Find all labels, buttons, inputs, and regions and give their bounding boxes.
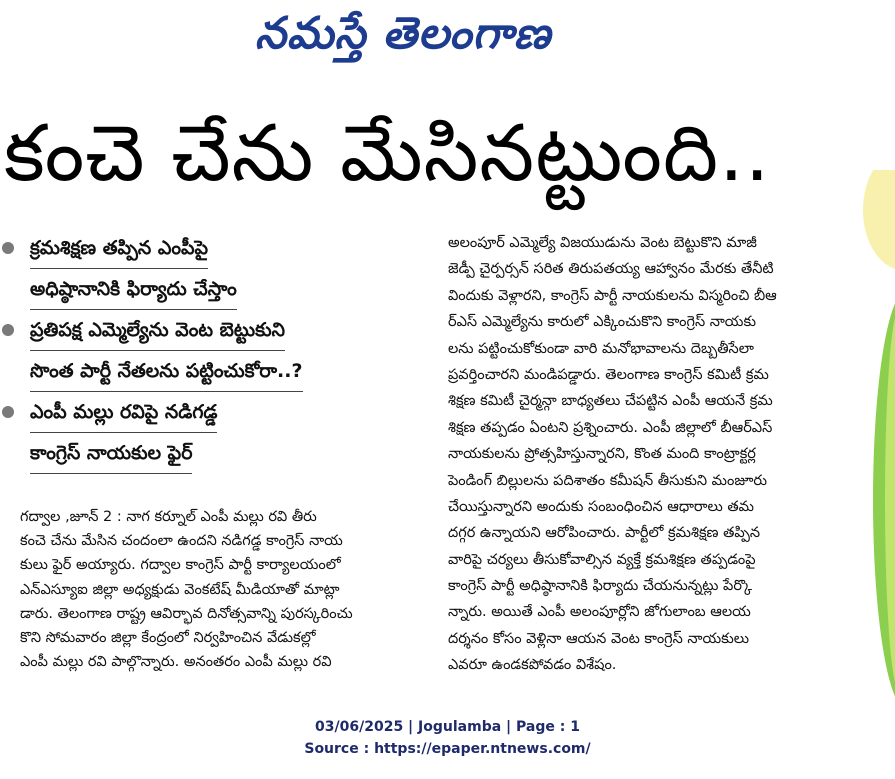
article-text-line: వారిపై చర్యలు తీసుకోవాల్సిన వ్యక్తే క్రమశిక్షణ తప్పడంపై [448,551,756,568]
article-column-left [20,505,415,674]
bullet-dot-icon [2,242,14,254]
highlight-item [0,228,390,310]
highlight-line: ప్రతిపక్ష ఎమ్మెల్యేను వెంట బెట్టుకుని [30,310,285,351]
highlight-line: ఎంపీ మల్లు రవిపై నడిగడ్డ [30,392,217,433]
article-text-line: ర్ఎస్ ఎమ్మెల్యేను కారులో ఎక్కించుకొని కాంగ్రెస్ నాయకు [448,314,757,331]
article-text-line: ఎంపీ మల్లు రవి పాల్గొన్నారు. అనంతరం ఎంపీ మల్లు రవి [20,654,332,671]
masthead [0,0,895,78]
article-text-line: గద్వాల ,జూన్ 2 : నాగ కర్నూల్ ఎంపీ మల్లు రవి తీరు [20,509,317,525]
bullet-dot-icon [2,324,14,336]
article-text-line: డారు. తెలంగాణ రాష్ట్ర ఆవిర్భావ దినోత్సవాన్ని పురస్కరించు [20,605,353,622]
article-text-line: ఎవరూ ఉండకపోవడం విశేషం. [448,657,617,674]
article-text-line: శిక్షణ తప్పడం ఏంటని ప్రశ్నించారు. ఎంపీ జిల్లాలో బీఆర్ఎస్ [448,419,773,436]
headline: కంచె చేను మేసినట్టుంది.. [4,109,771,199]
article-column-right [448,230,888,679]
highlights-list [0,228,390,474]
article-text-line: కంచె చేను మేసిన చందంలా ఉందని నడిగడ్డ కాంగ్రెస్ నాయ [20,533,343,550]
article-text-line: పెండింగ్ బిల్లులను పదిశాతం కమీషన్ తీసుకుని మంజూరు [448,472,768,489]
highlight-item [0,392,390,474]
highlight-line: అధిష్ఠానానికి ఫిర్యాదు చేస్తాం [30,269,237,310]
article-text-line: విందుకు వెళ్లారని, కాంగ్రెస్ పార్టీ నాయకులను విస్మరించి బీఆ [448,287,777,304]
decorative-side-art [825,170,895,720]
bullet-dot-icon [2,406,14,418]
article-text-line: నాయకులను ప్రోత్సహిస్తున్నారని, కొంత మంది కాంట్రాక్టర్ల [448,446,756,463]
article-text-line: శిక్షణ కమిటీ చైర్మన్గా బాధ్యతలు చేపట్టిన ఎంపీ ఆయనే క్రమ [448,393,773,410]
article-text-line: కులు ఫైర్ అయ్యారు. గద్వాల కాంగ్రెస్ పార్టీ కార్యాలయంలో [20,557,341,574]
article-text-line: దగ్గర ఉన్నాయని ఆరోపించారు. పార్టీలో క్రమశిక్షణ తప్పిన [448,525,761,542]
article-text-line: ప్రవర్తించారని మండిపడ్డారు. తెలంగాణ కాంగ్రెస్ కమిటీ క్రమ [448,366,769,383]
highlight-line: సొంత పార్టీ నేతలను పట్టించుకోరా..? [30,351,303,392]
article-text-line: అలంపూర్ ఎమ్మెల్యే విజయుడును వెంట బెట్టుకొని మాజీ [448,235,757,251]
page-footer [0,716,895,760]
footer-edition-info: 03/06/2025 | Jogulamba | Page : 1 [315,719,580,735]
article-text-line: కొని సోమవారం జిల్లా కేంద్రంలో నిర్వహించిన వేడుకల్లో [20,629,316,646]
article-text-line: లను పట్టించుకోకుండా వారి మనోభావాలను దెబ్బతీసేలా [448,340,754,357]
article-text-line: దర్శనం కోసం వెళ్లినా ఆయన వెంట కాంగ్రెస్ నాయకులు [448,630,750,647]
article-text-line: న్నారు. అయితే ఎంపీ అలంపూర్లోని జోగులాంబ ఆలయ [448,604,751,621]
article-text-line: కాంగ్రెస్ పార్టీ అధిష్ఠానానికి ఫిర్యాదు చేయనున్నట్లు పేర్కొ [448,578,752,595]
article-text-line: చేయిస్తున్నారని అందుకు సంబంధించిన ఆధారాలు తమ [448,498,755,515]
highlight-line: క్రమశిక్షణ తప్పిన ఎంపీపై [30,228,208,269]
article-text-line: జెడ్పీ చైర్పర్సన్ సరిత తిరుపతయ్య ఆహ్వానం మేరకు తేనీటి [448,261,774,278]
highlight-line: కాంగ్రెస్ నాయకుల ఫైర్ [30,433,192,474]
highlight-item [0,310,390,392]
newspaper-logo: నమస్తే తెలంగాణ [255,8,552,59]
article-text-line: ఎన్ఎస్యూఐ జిల్లా అధ్యక్షుడు వెంకటేష్ మీడియాతో మాట్లా [20,581,340,598]
footer-source[interactable]: Source : https://epaper.ntnews.com/ [304,741,591,757]
